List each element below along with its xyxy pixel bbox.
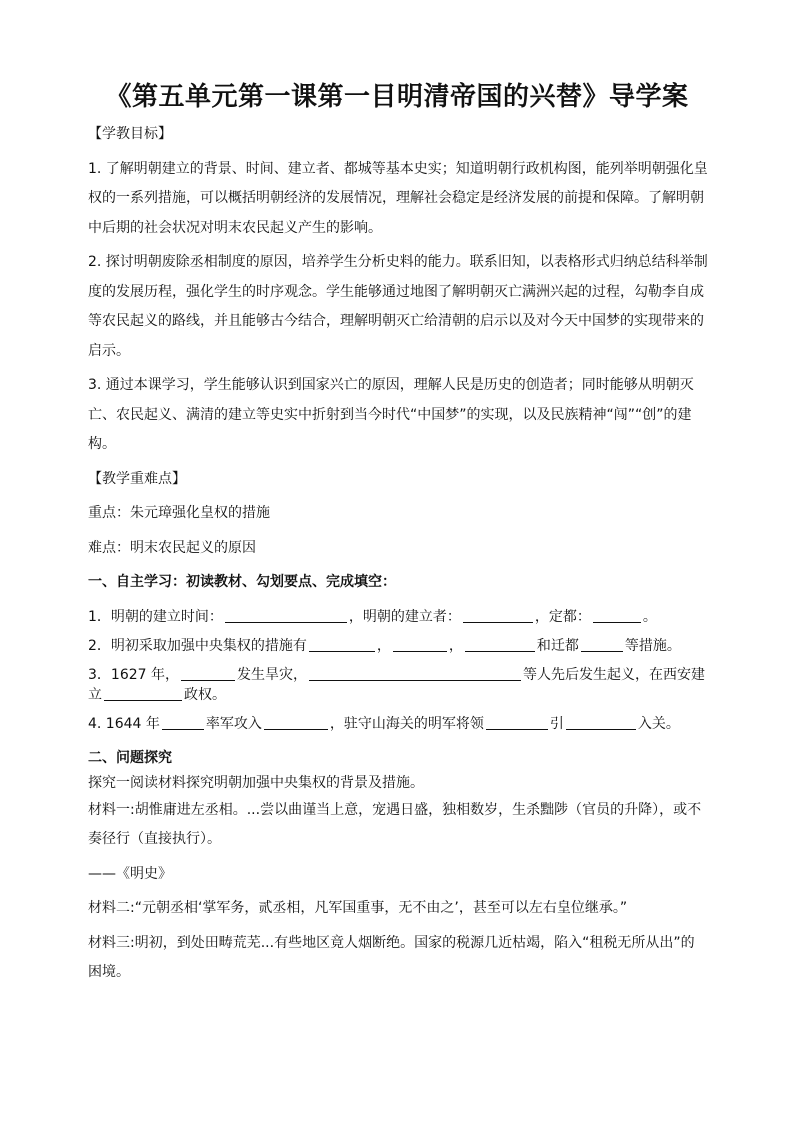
goal-item-3: 3. 通过本课学习，学生能够认识到国家兴亡的原因，理解人民是历史的创造者；同时能够从明朝灭亡、农民起义、满清的建立等史实中折射到当今时代“中国梦”的实现，以及民族精神“闯”“创”的建构。 — [88, 377, 694, 452]
fill-question-1: 1．明朝的建立时间： ，明朝的建立者： ，定都： 。 — [88, 608, 657, 625]
answer-blank[interactable] — [465, 637, 535, 652]
answer-blank[interactable] — [162, 715, 204, 730]
answer-blank[interactable] — [566, 715, 636, 730]
answer-blank[interactable] — [486, 715, 548, 730]
material-one: 材料一:胡惟庸进左丞相。...尝以曲谨当上意，宠遇日盛，独相数岁，生杀黜陟（官员的升降），或不奏径行（直接执行）。 — [88, 801, 702, 847]
key-points-heading: 【教学重难点】 — [88, 470, 186, 487]
answer-blank[interactable] — [104, 686, 182, 701]
inquiry-intro: 探究一阅读材料探究明朝加强中央集权的背景及措施。 — [88, 774, 424, 791]
answer-blank[interactable] — [309, 637, 375, 652]
document-title: 《第五单元第一课第一目明清帝国的兴替》导学案 — [105, 82, 689, 112]
inquiry-heading: 二、问题探究 — [88, 749, 172, 766]
answer-blank[interactable] — [393, 637, 447, 652]
answer-blank[interactable] — [225, 608, 347, 623]
goals-heading: 【学教目标】 — [88, 126, 172, 142]
material-three: 材料三:明初，到处田畴荒芜...有些地区竟人烟断绝。国家的税源几近枯竭，陷入“租税无所从出”的困境。 — [88, 934, 695, 980]
document-body — [88, 120, 708, 988]
answer-blank[interactable] — [309, 666, 521, 681]
answer-blank[interactable] — [593, 608, 641, 623]
goal-item-2: 2. 探讨明朝废除丞相制度的原因，培养学生分析史料的能力。联系旧知，以表格形式归纳总结科举制度的发展历程，强化学生的时序观念。学生能够通过地图了解明朝灭亡满洲兴起的过程，勾勒李自成等农民起义的路线，并且能够古今结合，理解明朝灭亡给清朝的启示以及对今天中国梦的实现带来的启示。 — [88, 254, 708, 359]
answer-blank[interactable] — [181, 666, 235, 681]
material-one-source: ——《明史》 — [88, 865, 172, 882]
fill-question-4: 4. 1644 年 率军攻入 ，驻守山海关的明军将领 引 入关。 — [88, 715, 680, 732]
goal-item-1: 1. 了解明朝建立的背景、时间、建立者、都城等基本史实；知道明朝行政机构图，能列举明朝强化皇权的一系列措施，可以概括明朝经济的发展情况，理解社会稳定是经济发展的前提和保障。了解明朝中后期的社会状况对明末农民起义产生的影响。 — [88, 160, 708, 236]
material-two: 材料二:“元朝丞相‘掌军务，贰丞相，凡军国重事，无不由之’，甚至可以左右皇位继承。” — [88, 900, 628, 916]
answer-blank[interactable] — [264, 715, 328, 730]
answer-blank[interactable] — [581, 637, 623, 652]
fill-question-2: 2．明初采取加强中央集权的措施有 ， ， 和迁都 等措施。 — [88, 637, 681, 654]
key-point-focus: 重点：朱元璋强化皇权的措施 — [88, 505, 270, 521]
answer-blank[interactable] — [463, 608, 533, 623]
fill-question-3: 3．1627 年， 发生旱灾， 等人先后发生起义，在西安建立 政权。 — [88, 666, 705, 703]
self-study-heading: 一、自主学习：初读教材、勾划要点、完成填空： — [88, 574, 396, 590]
key-point-difficulty: 难点：明末农民起义的原因 — [88, 539, 256, 556]
